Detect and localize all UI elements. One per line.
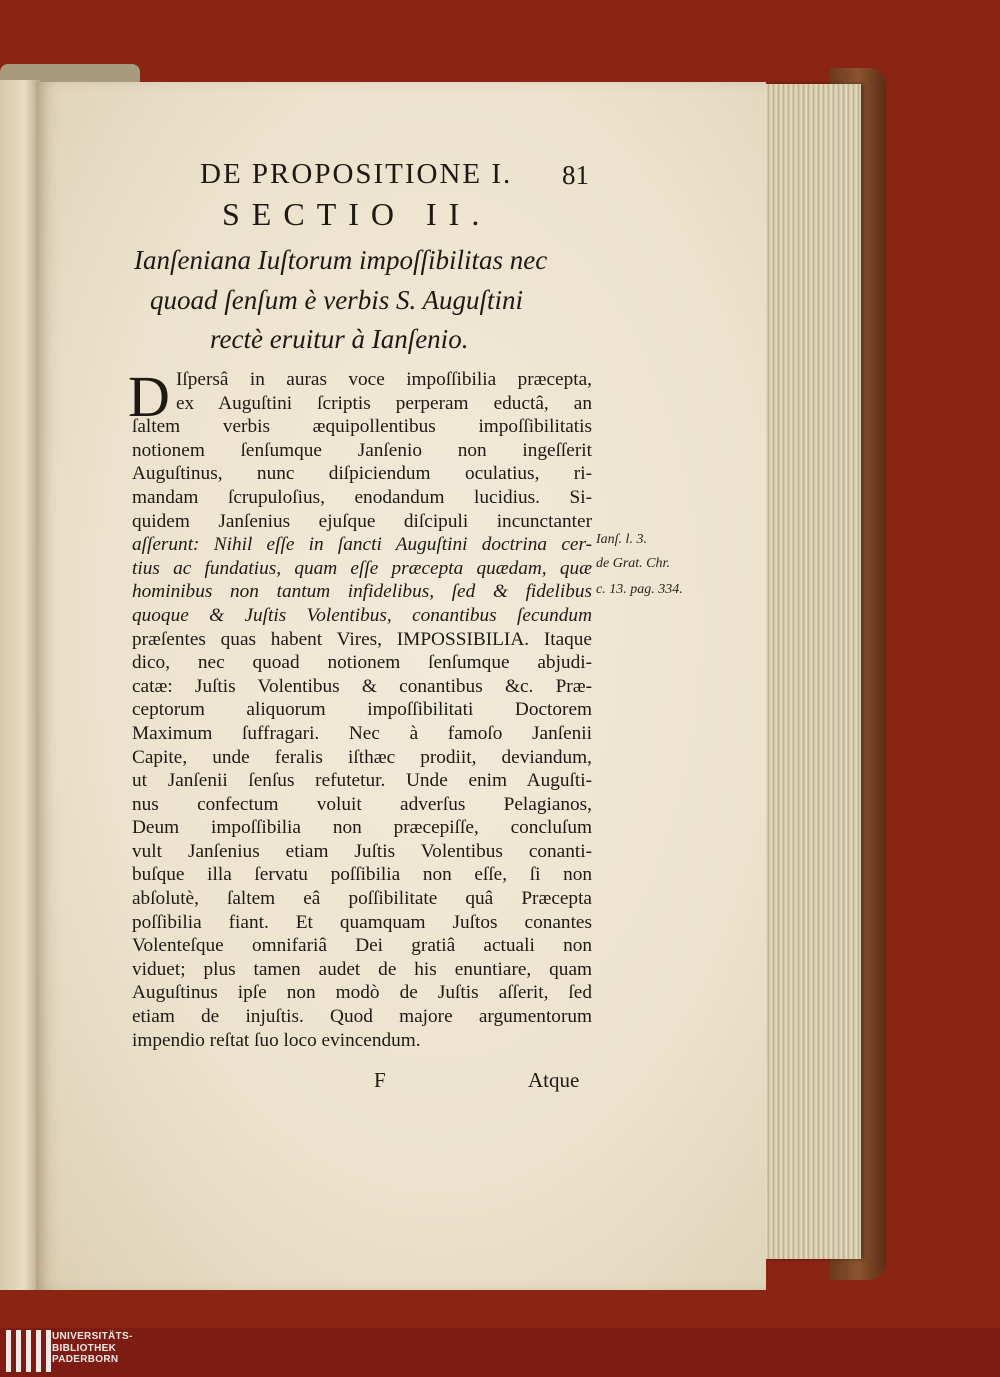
body-line: viduet; plus tamen audet de his enuntiare, quam [132, 958, 592, 980]
body-line: Volenteſque omnifariâ Dei gratiâ actuali non [132, 935, 592, 957]
body-line: hominibus non tantum infidelibus, ſed & fidelibus [132, 581, 592, 603]
body-line: Auguſtinus, nunc diſpiciendum oculatius, ri- [132, 463, 592, 485]
library-logo-text [52, 1331, 133, 1366]
body-line: poſſibilia fiant. Et quamquam Juſtos conantes [132, 911, 592, 933]
logo-line: UNIVERSITÄTS- [52, 1331, 133, 1342]
body-line: ex Auguſtini ſcriptis perperam eductâ, an [176, 392, 592, 414]
title-line-1: Ianſeniana Iuſtorum impoſſibilitas nec [134, 245, 548, 275]
body-line: aſſerunt: Nihil eſſe in ſancti Auguſtini doctrina cer- [132, 534, 592, 556]
body-line: ceptorum aliquorum impoſſibilitati Doctorem [132, 699, 592, 721]
page-number: 81 [562, 160, 589, 190]
logo-line: PADERBORN [52, 1354, 119, 1365]
body-line: dico, nec quoad notionem ſenſumque abjudi- [132, 652, 592, 674]
library-footer-bar [0, 1328, 1000, 1377]
drop-cap: D [128, 364, 170, 429]
body-line: abſolutè, ſaltem eâ poſſibilitate quâ Præcepta [132, 888, 592, 910]
body-line: buſque illa ſervatu poſſibilia non eſſe, ſi non [132, 864, 592, 886]
page-fore-edge [765, 84, 861, 1259]
body-line: quidem Janſenius ejuſque diſcipuli incunctanter [132, 510, 592, 532]
body-line: ſaltem verbis æquipollentibus impoſſibilitatis [132, 416, 592, 438]
body-text [132, 368, 592, 1052]
body-line: catæ: Juſtis Volentibus & conantibus &c. Præ- [132, 675, 592, 697]
body-line: mandam ſcrupuloſius, enodandum lucidius. Si- [132, 486, 592, 508]
body-line: vult Janſenius etiam Juſtis Volentibus conanti- [132, 840, 592, 862]
body-line: præſentes quas habent Vires, IMPOSSIBILIA. Itaque [132, 628, 592, 650]
logo-line: BIBLIOTHEK [52, 1342, 117, 1354]
running-header: DE PROPOSITIONE I. [200, 158, 513, 190]
body-line: Deum impoſſibilia non præcepiſſe, concluſum [132, 817, 592, 839]
section-heading: SECTIO II. [222, 196, 492, 232]
margin-note-line: de Grat. Chr. [596, 556, 670, 571]
body-line: Maximum ſuffragari. Nec à famoſo Janſenii [132, 722, 592, 744]
body-line: Iſpersâ in auras voce impoſſibilia præcepta, [176, 369, 592, 390]
title-line-3: rectè eruitur à Ianſenio. [210, 324, 469, 354]
catchword: Atque [528, 1068, 580, 1092]
body-line: notionem ſenſumque Janſenio non ingeſſerit [132, 439, 592, 461]
body-line: Auguſtinus ipſe non modò de Juſtis aſſerit, ſed [132, 982, 592, 1004]
left-page [0, 80, 40, 1290]
body-line: Capite, unde feralis iſthæc prodiit, deviandum, [132, 746, 592, 768]
body-line: quoque & Juſtis Volentibus, conantibus ſecundum [132, 604, 592, 626]
library-logo-icon [6, 1330, 51, 1372]
body-line: nus confectum voluit adverſus Pelagianos, [132, 793, 592, 815]
body-line: tius ac fundatius, quam eſſe præcepta quædam, quæ [132, 557, 592, 579]
body-line: impendio reſtat ſuo loco evincendum. [132, 1029, 421, 1051]
title-line-2: quoad ſenſum è verbis S. Auguſtini [150, 285, 523, 315]
signature-mark: F [374, 1068, 386, 1092]
body-line: ut Janſenii ſenſus refutetur. Unde enim Auguſti- [132, 770, 592, 792]
body-line: etiam de injuſtis. Quod majore argumentorum [132, 1006, 592, 1028]
margin-note-line: Ianſ. l. 3. [596, 532, 647, 547]
margin-note-line: c. 13. pag. 334. [596, 582, 683, 597]
